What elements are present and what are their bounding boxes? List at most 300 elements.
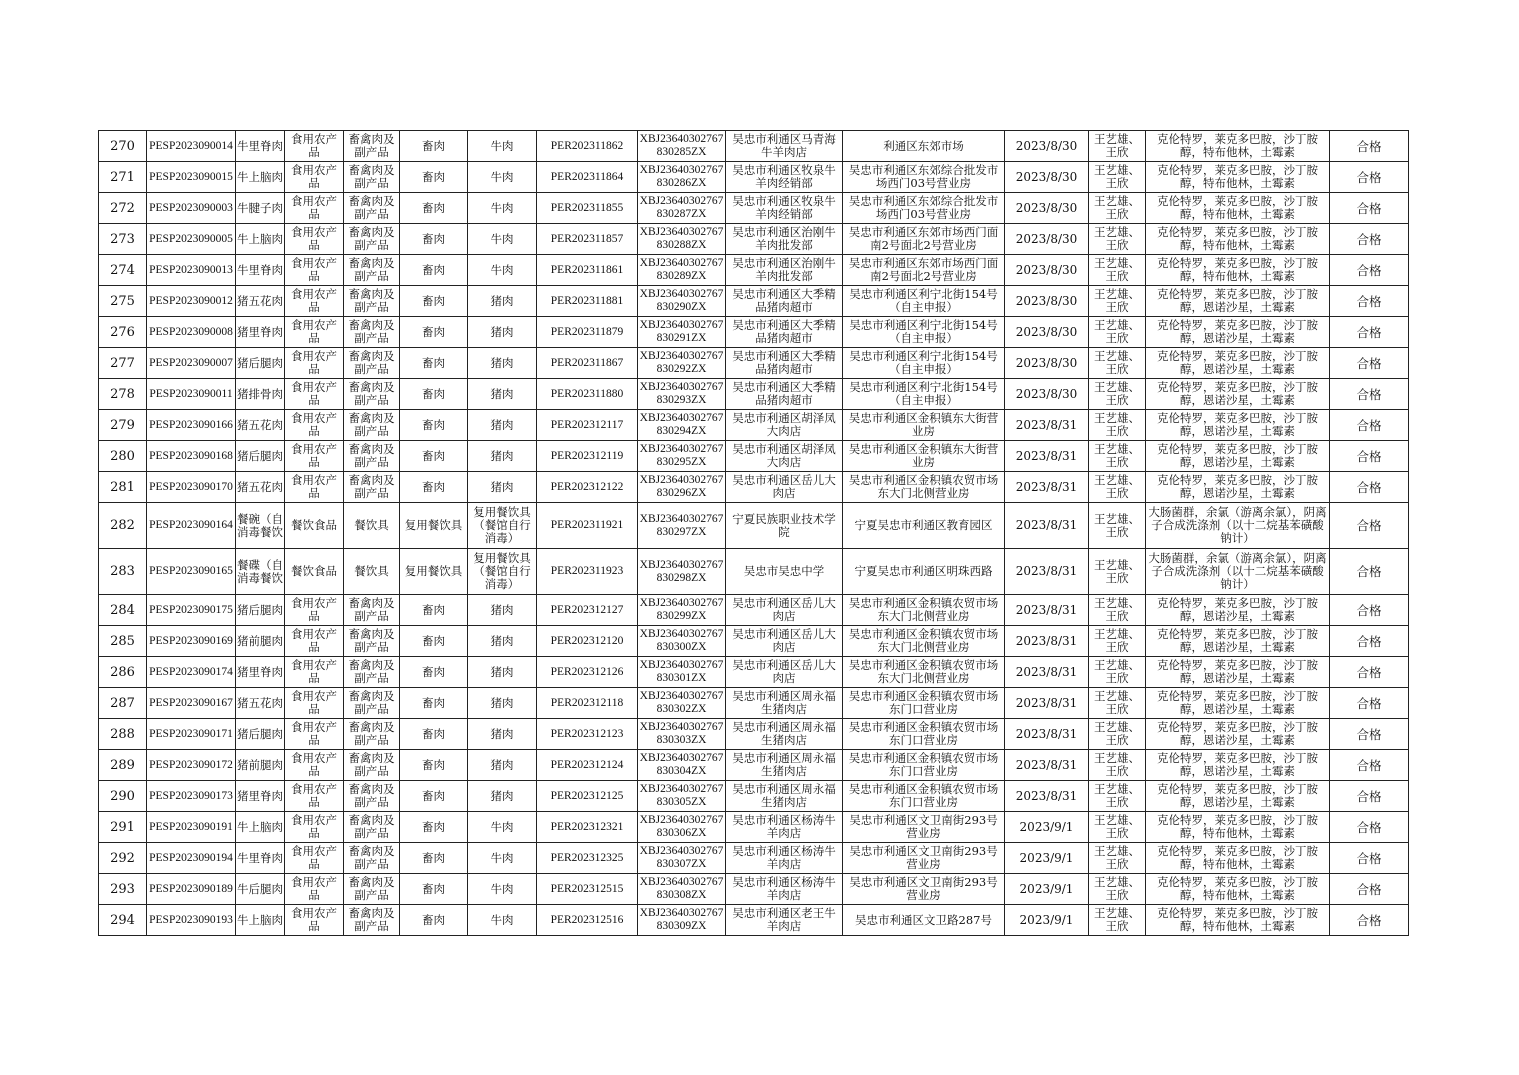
unit-address: 吴忠市利通区金积镇农贸市场东大门北侧营业房 — [848, 597, 999, 623]
sampled-unit-cell — [726, 719, 843, 750]
test-result: 合格 — [1356, 789, 1382, 803]
food-subcategory: 畜禽肉及副产品 — [348, 721, 395, 747]
test-result-cell — [1330, 472, 1409, 503]
food-subcategory-cell — [344, 224, 400, 255]
sampling-staff: 王艺雄、王欣 — [1094, 721, 1140, 747]
food-subcategory-cell — [344, 379, 400, 410]
sample-number-cell — [638, 255, 726, 286]
sample-number-cell — [638, 441, 726, 472]
food-category-cell — [285, 410, 344, 441]
food-subcategory-cell — [344, 549, 400, 595]
table-row — [99, 874, 1409, 905]
sample-number-cell — [638, 750, 726, 781]
report-number: PER202312325 — [550, 851, 624, 864]
food-detail-cell — [468, 843, 537, 874]
report-number-cell — [537, 472, 638, 503]
food-type-cell — [400, 626, 468, 657]
test-items-cell — [1146, 410, 1330, 441]
report-number: PER202312127 — [550, 603, 624, 616]
sampling-staff-cell — [1089, 131, 1146, 162]
sample-code: PESP2023090013 — [149, 263, 233, 276]
sample-code-cell — [147, 812, 236, 843]
sample-name-cell — [236, 626, 285, 657]
food-category: 食用农产品 — [291, 845, 337, 871]
sample-name-cell — [236, 595, 285, 626]
report-number: PER202312120 — [550, 634, 624, 647]
food-detail: 猪肉 — [490, 356, 514, 370]
sample-code-cell — [147, 874, 236, 905]
sample-name: 牛上脑肉 — [237, 170, 283, 184]
sample-number: XBJ23640302767830309ZX — [639, 907, 724, 932]
food-category: 食用农产品 — [291, 350, 337, 376]
food-subcategory-cell — [344, 441, 400, 472]
test-result: 合格 — [1356, 851, 1382, 865]
report-number-cell — [537, 750, 638, 781]
sampling-staff-cell — [1089, 162, 1146, 193]
row-number: 273 — [110, 232, 135, 246]
food-type: 畜肉 — [422, 789, 445, 803]
unit-address: 吴忠市利通区金积镇东大街营业房 — [848, 443, 999, 469]
sample-name-cell — [236, 410, 285, 441]
food-category: 食用农产品 — [291, 133, 337, 159]
row-number-cell — [99, 255, 147, 286]
sample-code-cell — [147, 688, 236, 719]
table-row — [99, 162, 1409, 193]
food-detail: 猪肉 — [490, 665, 514, 679]
sampling-staff-cell — [1089, 874, 1146, 905]
sample-code-cell — [147, 410, 236, 441]
food-detail-cell — [468, 441, 537, 472]
sampling-date-cell — [1005, 688, 1089, 719]
food-category-cell — [285, 162, 344, 193]
row-number-cell — [99, 286, 147, 317]
sampled-unit-cell — [726, 595, 843, 626]
sample-number: XBJ23640302767830303ZX — [639, 721, 724, 746]
food-type: 畜肉 — [422, 263, 445, 277]
unit-address-cell — [843, 874, 1005, 905]
food-type: 畜肉 — [422, 727, 445, 741]
food-subcategory: 畜禽肉及副产品 — [348, 443, 395, 469]
report-number-cell — [537, 812, 638, 843]
sampling-date: 2023/8/31 — [1015, 758, 1078, 772]
sampled-unit: 吴忠市利通区大季精品猪肉超市 — [732, 288, 836, 314]
test-result-cell — [1330, 626, 1409, 657]
food-type: 畜肉 — [422, 449, 445, 463]
report-number: PER202311861 — [550, 263, 624, 276]
sampled-unit: 吴忠市利通区周永福生猪肉店 — [732, 752, 836, 778]
sample-name: 猪前腿肉 — [237, 634, 283, 648]
unit-address: 吴忠市利通区东郊市场西门面南2号面北2号营业房 — [848, 226, 999, 252]
row-number-cell — [99, 379, 147, 410]
row-number-cell — [99, 781, 147, 812]
food-type-cell — [400, 781, 468, 812]
sampled-unit: 吴忠市利通区周永福生猪肉店 — [732, 721, 836, 747]
test-items-cell — [1146, 657, 1330, 688]
sampling-date: 2023/8/30 — [1015, 263, 1078, 277]
food-detail-cell — [468, 286, 537, 317]
sampling-staff: 王艺雄、王欣 — [1094, 876, 1140, 902]
food-category-cell — [285, 131, 344, 162]
sample-number: XBJ23640302767830307ZX — [639, 845, 724, 870]
sampling-date: 2023/8/31 — [1015, 480, 1078, 494]
food-subcategory-cell — [344, 286, 400, 317]
food-detail: 牛肉 — [490, 263, 514, 277]
food-detail: 牛肉 — [490, 882, 514, 896]
test-items-cell — [1146, 379, 1330, 410]
test-result-cell — [1330, 131, 1409, 162]
food-category-cell — [285, 286, 344, 317]
sampling-staff-cell — [1089, 626, 1146, 657]
food-subcategory: 畜禽肉及副产品 — [348, 628, 395, 654]
sampling-date-cell — [1005, 472, 1089, 503]
test-items: 克伦特罗，莱克多巴胺，沙丁胺醇，恩诺沙星，土霉素 — [1157, 474, 1318, 500]
test-result: 合格 — [1356, 418, 1382, 432]
test-items-cell — [1146, 286, 1330, 317]
test-items: 克伦特罗，莱克多巴胺，沙丁胺醇，特布他林，土霉素 — [1157, 814, 1318, 840]
test-items-cell — [1146, 719, 1330, 750]
sampled-unit-cell — [726, 688, 843, 719]
sampling-staff: 王艺雄、王欣 — [1094, 783, 1140, 809]
sample-number-cell — [638, 905, 726, 936]
sampling-staff: 王艺雄、王欣 — [1094, 381, 1140, 407]
test-result-cell — [1330, 317, 1409, 348]
report-number-cell — [537, 874, 638, 905]
report-number: PER202311881 — [550, 294, 624, 307]
sampled-unit-cell — [726, 626, 843, 657]
food-detail: 猪肉 — [490, 789, 514, 803]
test-items: 克伦特罗，莱克多巴胺，沙丁胺醇，特布他林，土霉素 — [1157, 257, 1318, 283]
food-detail-cell — [468, 626, 537, 657]
sample-number-cell — [638, 626, 726, 657]
food-category-cell — [285, 549, 344, 595]
food-detail-cell — [468, 503, 537, 549]
row-number: 288 — [110, 727, 135, 741]
sample-number: XBJ23640302767830295ZX — [639, 443, 724, 468]
sample-code: PESP2023090191 — [149, 820, 233, 833]
test-items: 克伦特罗，莱克多巴胺，沙丁胺醇，恩诺沙星，土霉素 — [1157, 721, 1318, 747]
food-detail: 牛肉 — [490, 201, 514, 215]
food-type-cell — [400, 131, 468, 162]
food-type-cell — [400, 255, 468, 286]
sampled-unit-cell — [726, 812, 843, 843]
test-result: 合格 — [1356, 758, 1382, 772]
test-result: 合格 — [1356, 820, 1382, 834]
sample-code: PESP2023090011 — [149, 387, 233, 400]
test-items: 克伦特罗，莱克多巴胺，沙丁胺醇，特布他林，土霉素 — [1157, 907, 1318, 933]
sampling-staff: 王艺雄、王欣 — [1094, 319, 1140, 345]
row-number: 282 — [110, 519, 135, 532]
food-type: 畜肉 — [422, 882, 445, 896]
food-category-cell — [285, 595, 344, 626]
food-type: 畜肉 — [422, 387, 445, 401]
report-number: PER202312515 — [550, 882, 624, 895]
test-result-cell — [1330, 255, 1409, 286]
sampling-date: 2023/8/31 — [1015, 634, 1078, 648]
sample-name: 牛里脊肉 — [237, 139, 283, 153]
row-number: 271 — [110, 170, 135, 184]
sample-code-cell — [147, 843, 236, 874]
test-items: 克伦特罗，莱克多巴胺，沙丁胺醇，恩诺沙星，土霉素 — [1157, 659, 1318, 685]
food-subcategory: 餐饮具 — [354, 565, 389, 578]
food-detail-cell — [468, 472, 537, 503]
food-detail-cell — [468, 379, 537, 410]
food-category: 食用农产品 — [291, 876, 337, 902]
inspection-results-table — [98, 130, 1409, 936]
sampling-staff-cell — [1089, 688, 1146, 719]
sample-code: PESP2023090014 — [149, 139, 233, 152]
unit-address-cell — [843, 224, 1005, 255]
row-number: 277 — [110, 356, 135, 370]
food-subcategory: 畜禽肉及副产品 — [348, 814, 395, 840]
sampling-staff: 王艺雄、王欣 — [1094, 690, 1140, 716]
food-subcategory: 畜禽肉及副产品 — [348, 659, 395, 685]
sampling-staff-cell — [1089, 812, 1146, 843]
report-number: PER202312321 — [550, 820, 624, 833]
sample-name-cell — [236, 472, 285, 503]
sample-code: PESP2023090012 — [149, 294, 233, 307]
food-type: 畜肉 — [422, 696, 445, 710]
report-number: PER202312123 — [550, 727, 624, 740]
food-detail: 猪肉 — [490, 294, 514, 308]
food-category-cell — [285, 750, 344, 781]
sampling-staff: 王艺雄、王欣 — [1094, 412, 1140, 438]
sampling-date-cell — [1005, 750, 1089, 781]
report-number-cell — [537, 688, 638, 719]
test-result: 合格 — [1356, 696, 1382, 710]
food-subcategory-cell — [344, 781, 400, 812]
test-result: 合格 — [1356, 201, 1382, 215]
report-number-cell — [537, 162, 638, 193]
sampling-staff: 王艺雄、王欣 — [1094, 512, 1140, 539]
sample-code: PESP2023090194 — [149, 851, 233, 864]
test-result: 合格 — [1356, 232, 1382, 246]
sample-number: XBJ23640302767830305ZX — [639, 783, 724, 808]
food-category-cell — [285, 843, 344, 874]
sample-code-cell — [147, 626, 236, 657]
sampling-date: 2023/8/31 — [1015, 696, 1078, 710]
sampled-unit: 吴忠市利通区马青海牛羊肉店 — [732, 133, 836, 159]
food-detail-cell — [468, 905, 537, 936]
unit-address: 吴忠市利通区文卫路287号 — [855, 913, 992, 927]
sampling-staff-cell — [1089, 472, 1146, 503]
test-result-cell — [1330, 441, 1409, 472]
sample-number-cell — [638, 472, 726, 503]
sampling-staff-cell — [1089, 905, 1146, 936]
test-result: 合格 — [1356, 634, 1382, 648]
unit-address-cell — [843, 843, 1005, 874]
food-category-cell — [285, 657, 344, 688]
table-row — [99, 905, 1409, 936]
row-number: 283 — [110, 565, 135, 578]
food-type: 畜肉 — [422, 201, 445, 215]
food-type-cell — [400, 224, 468, 255]
sampling-date-cell — [1005, 719, 1089, 750]
test-result-cell — [1330, 224, 1409, 255]
sample-number-cell — [638, 843, 726, 874]
sample-number-cell — [638, 379, 726, 410]
food-subcategory-cell — [344, 410, 400, 441]
sampled-unit: 吴忠市利通区岳儿大肉店 — [732, 659, 836, 685]
food-type-cell — [400, 843, 468, 874]
sampling-staff-cell — [1089, 503, 1146, 549]
sample-name-cell — [236, 874, 285, 905]
food-category: 食用农产品 — [291, 659, 337, 685]
report-number: PER202311880 — [550, 387, 624, 400]
sampling-staff-cell — [1089, 441, 1146, 472]
sampling-staff-cell — [1089, 379, 1146, 410]
food-detail: 牛肉 — [490, 232, 514, 246]
row-number-cell — [99, 193, 147, 224]
sampling-staff: 王艺雄、王欣 — [1094, 350, 1140, 376]
sampling-staff: 王艺雄、王欣 — [1094, 845, 1140, 871]
sample-number: XBJ23640302767830301ZX — [639, 659, 724, 684]
sampled-unit: 吴忠市利通区大季精品猪肉超市 — [732, 350, 836, 376]
unit-address: 宁夏吴忠市利通区明珠西路 — [854, 565, 993, 578]
sample-name-cell — [236, 750, 285, 781]
food-detail: 猪肉 — [490, 696, 514, 710]
test-result-cell — [1330, 348, 1409, 379]
sample-code: PESP2023090168 — [149, 449, 233, 462]
food-type-cell — [400, 317, 468, 348]
test-result: 合格 — [1356, 139, 1382, 153]
sampled-unit-cell — [726, 255, 843, 286]
report-number-cell — [537, 348, 638, 379]
food-type-cell — [400, 472, 468, 503]
food-type: 畜肉 — [422, 139, 445, 153]
food-category: 食用农产品 — [291, 474, 337, 500]
food-category: 食用农产品 — [291, 226, 337, 252]
row-number: 285 — [110, 634, 135, 648]
food-detail-cell — [468, 595, 537, 626]
unit-address-cell — [843, 348, 1005, 379]
sample-number: XBJ23640302767830306ZX — [639, 814, 724, 839]
food-subcategory-cell — [344, 255, 400, 286]
food-type-cell — [400, 162, 468, 193]
food-type: 复用餐饮具 — [404, 519, 463, 532]
unit-address-cell — [843, 595, 1005, 626]
sampled-unit: 吴忠市利通区老王牛羊肉店 — [732, 907, 836, 933]
test-items: 克伦特罗，莱克多巴胺，沙丁胺醇，特布他林，土霉素 — [1157, 195, 1318, 221]
row-number: 287 — [110, 696, 135, 710]
sampled-unit: 吴忠市利通区牧泉牛羊肉经销部 — [732, 164, 836, 190]
row-number-cell — [99, 719, 147, 750]
food-subcategory-cell — [344, 905, 400, 936]
report-number-cell — [537, 549, 638, 595]
sampled-unit-cell — [726, 410, 843, 441]
sample-number-cell — [638, 286, 726, 317]
food-subcategory-cell — [344, 843, 400, 874]
table-row — [99, 688, 1409, 719]
report-number: PER202312119 — [550, 449, 624, 462]
test-result: 合格 — [1356, 603, 1382, 617]
table-row — [99, 719, 1409, 750]
test-result: 合格 — [1356, 325, 1382, 339]
sample-name-cell — [236, 162, 285, 193]
test-result-cell — [1330, 549, 1409, 595]
sample-code: PESP2023090166 — [149, 418, 233, 431]
food-detail: 牛肉 — [490, 820, 514, 834]
unit-address-cell — [843, 657, 1005, 688]
food-detail-cell — [468, 750, 537, 781]
sample-code-cell — [147, 379, 236, 410]
food-subcategory: 畜禽肉及副产品 — [348, 876, 395, 902]
food-category: 食用农产品 — [291, 288, 337, 314]
sampled-unit-cell — [726, 224, 843, 255]
row-number-cell — [99, 905, 147, 936]
table-row — [99, 317, 1409, 348]
food-detail: 牛肉 — [490, 913, 514, 927]
report-number: PER202311855 — [550, 201, 624, 214]
sample-code: PESP2023090005 — [149, 232, 233, 245]
row-number-cell — [99, 688, 147, 719]
food-detail-cell — [468, 348, 537, 379]
food-detail-cell — [468, 781, 537, 812]
sample-number: XBJ23640302767830304ZX — [639, 752, 724, 777]
sampling-staff-cell — [1089, 750, 1146, 781]
sample-code-cell — [147, 657, 236, 688]
sample-number-cell — [638, 595, 726, 626]
sample-number-cell — [638, 193, 726, 224]
food-subcategory: 畜禽肉及副产品 — [348, 412, 395, 438]
test-items: 克伦特罗，莱克多巴胺，沙丁胺醇，恩诺沙星，土霉素 — [1157, 783, 1318, 809]
row-number: 289 — [110, 758, 135, 772]
sample-name-cell — [236, 688, 285, 719]
food-subcategory-cell — [344, 193, 400, 224]
report-number-cell — [537, 657, 638, 688]
sample-code-cell — [147, 549, 236, 595]
unit-address-cell — [843, 812, 1005, 843]
food-type-cell — [400, 193, 468, 224]
sample-name: 牛里脊肉 — [237, 263, 283, 277]
sample-code-cell — [147, 317, 236, 348]
food-type-cell — [400, 688, 468, 719]
test-result-cell — [1330, 688, 1409, 719]
food-category-cell — [285, 379, 344, 410]
test-result: 合格 — [1356, 665, 1382, 679]
unit-address: 吴忠市利通区东郊市场西门面南2号面北2号营业房 — [848, 257, 999, 283]
row-number-cell — [99, 224, 147, 255]
unit-address: 吴忠市利通区利宁北街154号（自主申报） — [849, 350, 998, 376]
food-subcategory: 畜禽肉及副产品 — [348, 288, 395, 314]
table-row — [99, 131, 1409, 162]
food-subcategory: 畜禽肉及副产品 — [348, 752, 395, 778]
sample-number-cell — [638, 503, 726, 549]
unit-address-cell — [843, 503, 1005, 549]
sampling-staff: 王艺雄、王欣 — [1094, 659, 1140, 685]
test-result-cell — [1330, 843, 1409, 874]
sampling-date: 2023/8/31 — [1015, 665, 1078, 679]
test-result-cell — [1330, 750, 1409, 781]
sample-code-cell — [147, 441, 236, 472]
unit-address-cell — [843, 626, 1005, 657]
food-category: 食用农产品 — [291, 721, 337, 747]
report-number-cell — [537, 595, 638, 626]
test-result: 合格 — [1356, 727, 1382, 741]
test-result-cell — [1330, 503, 1409, 549]
sample-name-cell — [236, 549, 285, 595]
sampling-date-cell — [1005, 595, 1089, 626]
table-row — [99, 348, 1409, 379]
row-number-cell — [99, 657, 147, 688]
sampling-staff-cell — [1089, 193, 1146, 224]
sampling-date-cell — [1005, 441, 1089, 472]
sample-code-cell — [147, 255, 236, 286]
report-number-cell — [537, 441, 638, 472]
test-result-cell — [1330, 595, 1409, 626]
sample-name: 猪五花肉 — [237, 418, 283, 432]
food-type: 畜肉 — [422, 232, 445, 246]
sampling-staff: 王艺雄、王欣 — [1094, 474, 1140, 500]
